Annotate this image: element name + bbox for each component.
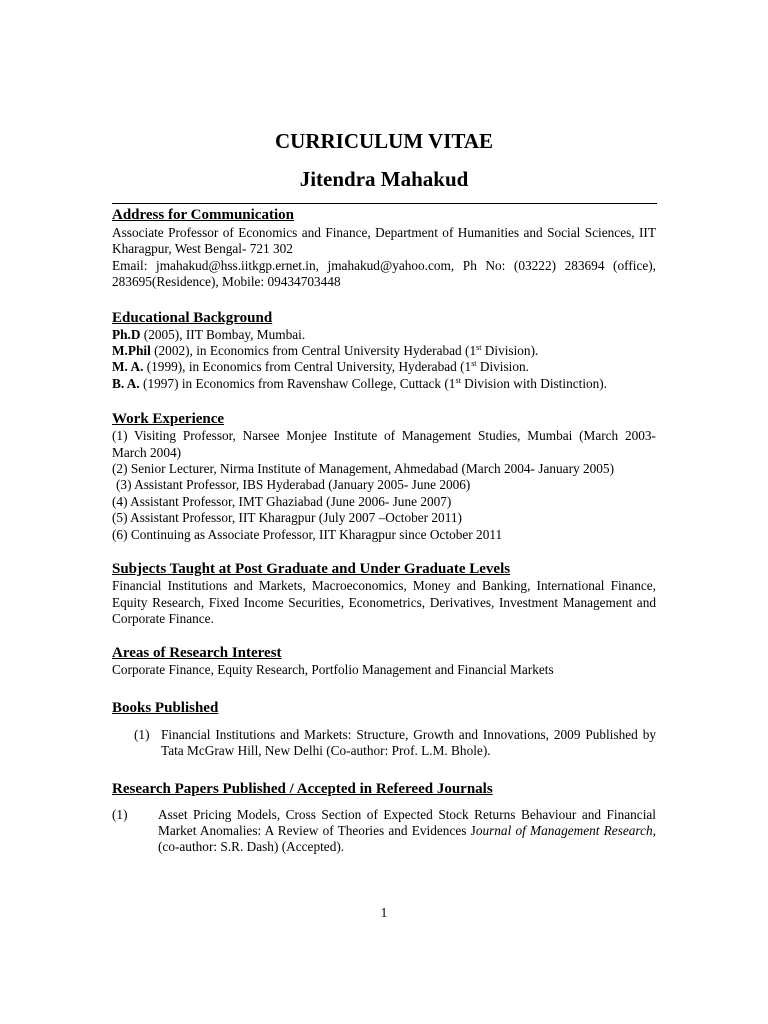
research-text: Corporate Finance, Equity Research, Portfolio Management and Financial Markets (112, 662, 554, 678)
work-item: (4) Assistant Professor, IMT Ghaziabad (June 2006- June 2007) (112, 493, 452, 509)
degree-mphil: M.Phil (112, 343, 151, 359)
education-heading: Educational Background (112, 309, 273, 326)
cv-content (112, 204, 656, 856)
papers-heading: Research Papers Published / Accepted in Refereed Journals (112, 780, 493, 797)
work-item: (2) Senior Lecturer, Nirma Institute of Management, Ahmedabad (March 2004- January 2005) (112, 461, 615, 477)
paper-number: (1) (112, 806, 128, 822)
page-number: 1 (380, 905, 388, 920)
book-number: (1) (134, 726, 150, 742)
education-phd: Ph.D (2005), IIT Bombay, Mumbai. (112, 326, 306, 342)
person-name: Jitendra Mahakud (299, 167, 469, 191)
work-item: (1) Visiting Professor, Narsee Monjee Institute of Management Studies, Mumbai (March 2003- March 2004) (112, 428, 656, 460)
research-heading: Areas of Research Interest (112, 645, 282, 662)
degree-ma: M. A. (112, 359, 144, 375)
work-heading: Work Experience (112, 411, 225, 428)
paper-item (112, 807, 656, 856)
education-ma: M. A. (1999), in Economics from Central University, Hyderabad (1st Division. (112, 359, 529, 375)
degree-phd: Ph.D (112, 326, 141, 342)
work-item: (6) Continuing as Associate Professor, IIT Kharagpur since October 2011 (112, 526, 503, 542)
book-item (112, 727, 656, 760)
address-contact: Email: jmahakud@hss.iitkgp.ernet.in, jmahakud@yahoo.com, Ph No: (03222) 283694 (office), 283695(Residence), Mobile: 09434703448 (112, 257, 656, 290)
work-item: (5) Assistant Professor, IIT Kharagpur (July 2007 –October 2011) (112, 510, 462, 526)
address-heading: Address for Communication (112, 207, 294, 223)
paper-text: Asset Pricing Models, Cross Section of Expected Stock Returns Behaviour and Financial Market Anomalies: A Review of Theories and Evidences Journal of Management Research, (co-author: S.R. Dash) (Accepted). (158, 806, 656, 855)
subjects-text: Financial Institutions and Markets, Macroeconomics, Money and Banking, International Finance, Equity Research, Fixed Income Securities, Econometrics, Derivatives, Investment Management and Corporate Finance. (112, 578, 656, 626)
book-text: Financial Institutions and Markets: Structure, Growth and Innovations, 2009 Published by Tata McGraw Hill, New Delhi (Co-author: Prof. L.M. Bhole). (161, 726, 656, 759)
address-affiliation: Associate Professor of Economics and Finance, Department of Humanities and Social Sciences, IIT Kharagpur, West Bengal- 721 302 (112, 225, 656, 257)
journal-name: ournal of Management Research, (475, 822, 656, 838)
subjects-heading: Subjects Taught at Post Graduate and Under Graduate Levels (112, 561, 511, 578)
work-item: (3) Assistant Professor, IBS Hyderabad (January 2005- June 2006) (116, 477, 471, 493)
education-mphil: M.Phil (2002), in Economics from Central University Hyderabad (1st Division). (112, 343, 539, 359)
books-heading: Books Published (112, 699, 219, 716)
document-title: CURRICULUM VITAE (275, 129, 493, 153)
education-ba: B. A. (1997) in Economics from Ravenshaw College, Cuttack (1st Division with Distinction). (112, 375, 608, 391)
degree-ba: B. A. (112, 375, 140, 391)
